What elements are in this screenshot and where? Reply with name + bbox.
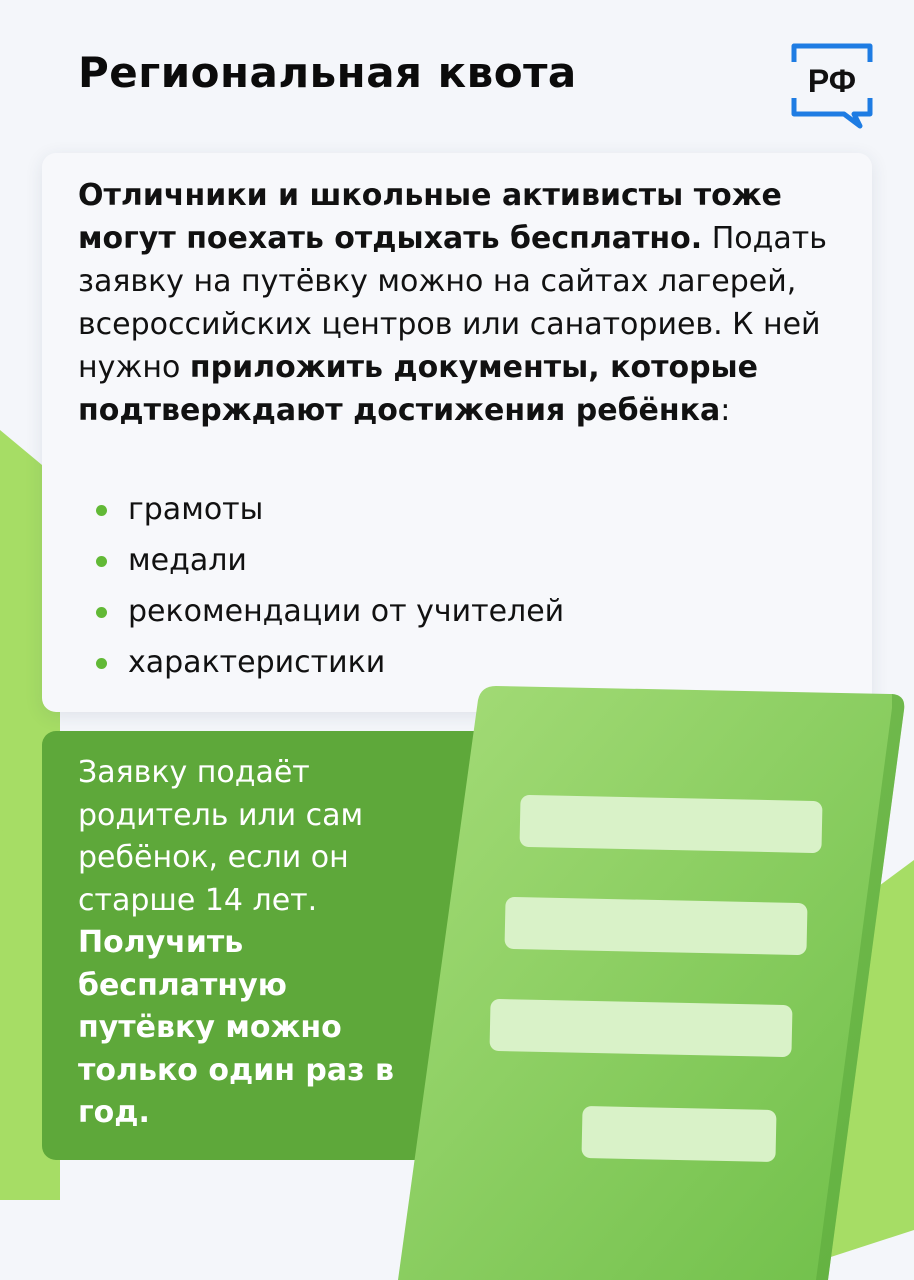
list-item: грамоты xyxy=(92,484,564,535)
page-title: Региональная квота xyxy=(78,48,577,97)
bullet-icon xyxy=(96,658,107,669)
list-item: характеристики xyxy=(92,637,564,688)
green-card-regular: Заявку подаёт родитель или сам ребёнок, если он старше 14 лет. xyxy=(78,755,364,918)
intro-text-2: : xyxy=(720,393,731,428)
documents-list xyxy=(92,484,564,688)
list-item: рекомендации от учителей xyxy=(92,586,564,637)
intro-bold-2: приложить документы, которые подтверждают достижения ребёнка xyxy=(78,350,759,428)
intro-paragraph xyxy=(78,174,838,432)
green-card-text xyxy=(78,752,408,1135)
logo-text: РФ xyxy=(807,63,857,99)
intro-bold-1: Отличники и школьные активисты тоже могут поехать отдыхать бесплатно. xyxy=(78,178,782,256)
bullet-icon xyxy=(96,607,107,618)
bullet-icon xyxy=(96,556,107,567)
logo-rf-icon xyxy=(790,42,874,130)
list-item: медали xyxy=(92,535,564,586)
green-card-bold: Получить бесплатную путёвку можно только один раз в год. xyxy=(78,925,394,1130)
intro-text-1: Подать заявку на путёвку можно на сайтах лагерей, всероссийских центров или санаториев. К ней нужно xyxy=(78,221,827,385)
document-illustration-icon xyxy=(398,680,914,1280)
bullet-icon xyxy=(96,505,107,516)
